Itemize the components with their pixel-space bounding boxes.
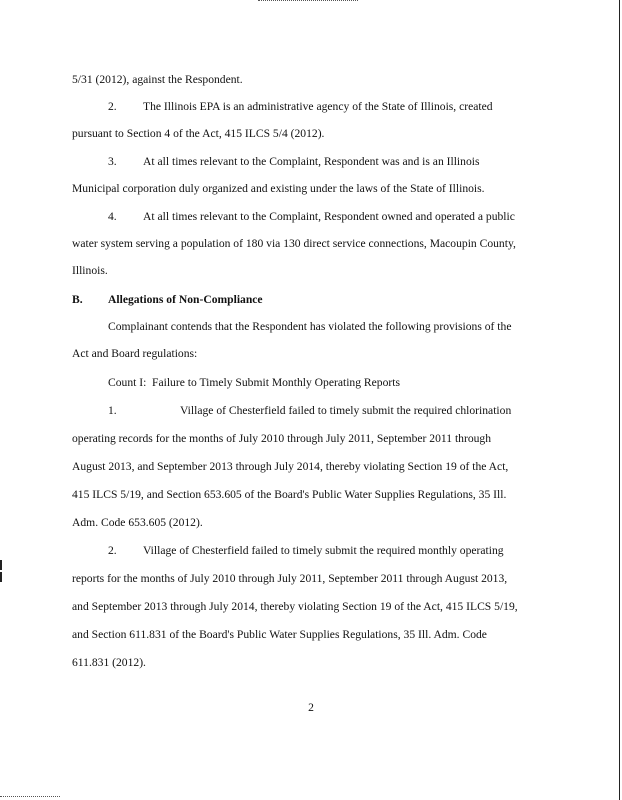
paragraph-continuation: 5/31 (2012), against the Respondent. xyxy=(72,73,243,86)
paragraph-line: The Illinois EPA is an administrative agency of the State of Illinois, created xyxy=(143,100,493,113)
paragraph-number: 2. xyxy=(108,544,117,557)
paragraph-line: water system serving a population of 180 via 130 direct service connections, Macoupin County, xyxy=(72,237,516,250)
paragraph-line: and September 2013 through July 2014, thereby violating Section 19 of the Act, 415 ILCS 5/19, xyxy=(72,600,518,613)
paragraph-line: Adm. Code 653.605 (2012). xyxy=(72,516,203,529)
paragraph-line: At all times relevant to the Complaint, Respondent owned and operated a public xyxy=(143,210,515,223)
paragraph-number: 3. xyxy=(108,155,117,168)
scan-edge-bottom xyxy=(0,796,60,798)
paragraph-number: 2. xyxy=(108,100,117,113)
paragraph-line: Illinois. xyxy=(72,264,108,277)
section-label: B. xyxy=(72,293,83,306)
scan-mark-left xyxy=(0,560,2,570)
paragraph-line: Act and Board regulations: xyxy=(72,347,198,360)
paragraph-number: 1. xyxy=(108,404,117,417)
paragraph-line: Village of Chesterfield failed to timely submit the required chlorination xyxy=(180,404,512,417)
scan-edge-right xyxy=(619,0,620,800)
paragraph-line: Village of Chesterfield failed to timely submit the required monthly operating xyxy=(143,544,504,557)
page-number: 2 xyxy=(308,701,314,714)
section-heading: Allegations of Non-Compliance xyxy=(108,293,263,306)
paragraph-line: 415 ILCS 5/19, and Section 653.605 of the Board's Public Water Supplies Regulations, 35 Ill. xyxy=(72,488,507,501)
paragraph-line: Complainant contends that the Respondent has violated the following provisions of the xyxy=(108,320,512,333)
paragraph-line: operating records for the months of July 2010 through July 2011, September 2011 through xyxy=(72,432,492,445)
paragraph-line: and Section 611.831 of the Board's Public Water Supplies Regulations, 35 Ill. Adm. Code xyxy=(72,628,487,641)
count-label: Count I: xyxy=(108,376,147,389)
paragraph-number: 4. xyxy=(108,210,117,223)
scan-mark-left xyxy=(0,572,2,582)
paragraph-line: reports for the months of July 2010 through July 2011, September 2011 through August 2013, xyxy=(72,572,508,585)
scan-edge-top xyxy=(258,0,358,2)
paragraph-line: 611.831 (2012). xyxy=(72,656,146,669)
count-title: Failure to Timely Submit Monthly Operating Reports xyxy=(152,376,400,389)
paragraph-line: At all times relevant to the Complaint, Respondent was and is an Illinois xyxy=(143,155,480,168)
paragraph-line: August 2013, and September 2013 through July 2014, thereby violating Section 19 of the Act, xyxy=(72,460,509,473)
paragraph-line: pursuant to Section 4 of the Act, 415 ILCS 5/4 (2012). xyxy=(72,127,325,140)
paragraph-line: Municipal corporation duly organized and existing under the laws of the State of Illinois. xyxy=(72,182,485,195)
